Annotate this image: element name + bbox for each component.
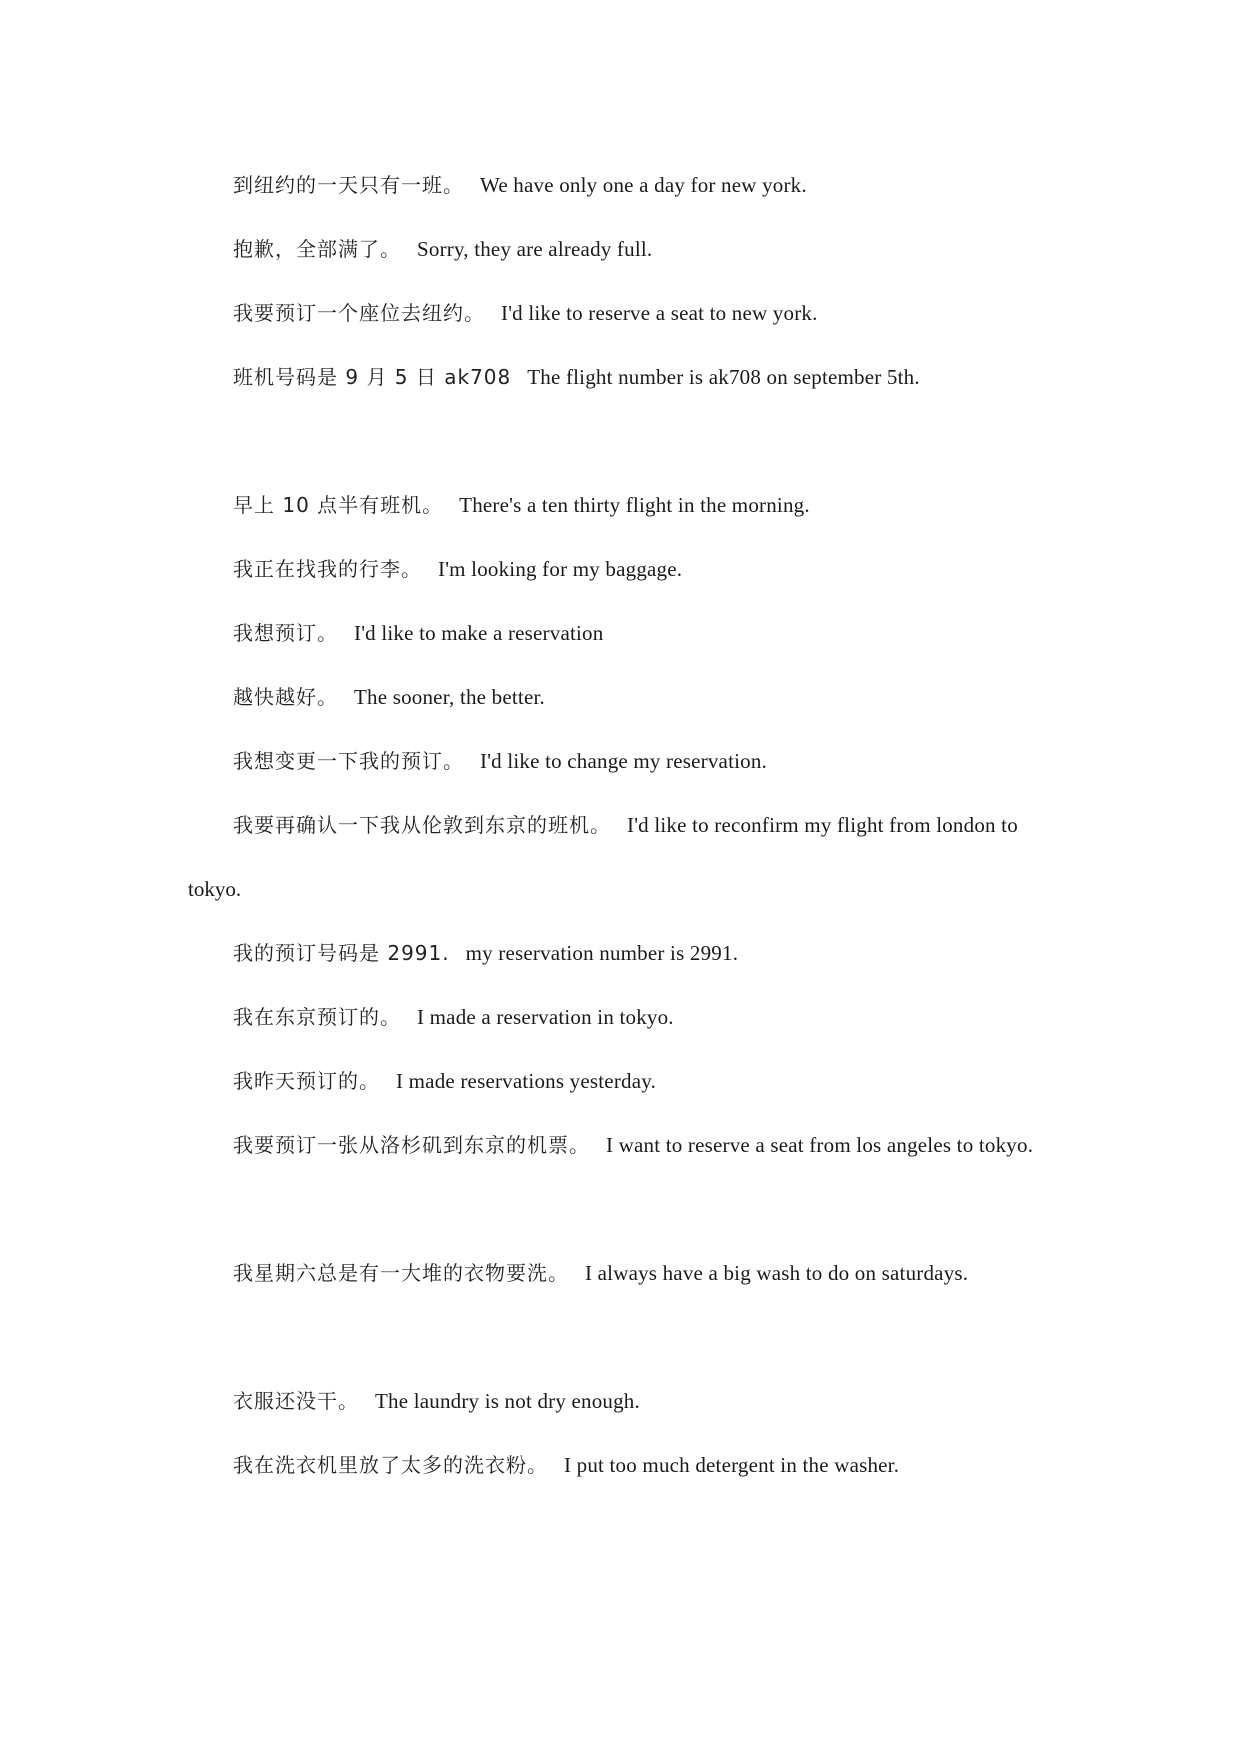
english-text: The flight number is ak708 on september 5th. bbox=[527, 365, 920, 389]
chinese-text: 我在洗衣机里放了太多的洗衣粉。 bbox=[233, 1453, 548, 1477]
english-text: We have only one a day for new york. bbox=[480, 173, 807, 197]
sentence-line bbox=[233, 1068, 656, 1094]
english-text: I made a reservation in tokyo. bbox=[417, 1005, 674, 1029]
chinese-text: 越快越好。 bbox=[233, 685, 338, 709]
sentence-line bbox=[233, 940, 738, 966]
sentence-line bbox=[233, 300, 818, 326]
sentence-line bbox=[233, 1260, 968, 1286]
chinese-text: 班机号码是 9 月 5 日 ak708 bbox=[233, 365, 512, 389]
sentence-line bbox=[233, 364, 920, 390]
chinese-text: 我在东京预订的。 bbox=[233, 1005, 401, 1029]
english-text: The sooner, the better. bbox=[354, 685, 545, 709]
english-text: I'd like to change my reservation. bbox=[480, 749, 767, 773]
chinese-text: 我要预订一张从洛杉矶到东京的机票。 bbox=[233, 1133, 590, 1157]
chinese-text: 早上 10 点半有班机。 bbox=[233, 493, 444, 517]
chinese-text: 衣服还没干。 bbox=[233, 1389, 359, 1413]
sentence-line bbox=[233, 492, 810, 518]
english-text: I'd like to make a reservation bbox=[354, 621, 604, 645]
chinese-text: 我想预订。 bbox=[233, 621, 338, 645]
english-text: I'm looking for my baggage. bbox=[438, 557, 683, 581]
english-text: I want to reserve a seat from los angeles to tokyo. bbox=[606, 1133, 1034, 1157]
english-text: my reservation number is 2991. bbox=[465, 941, 739, 965]
sentence-line bbox=[233, 1452, 899, 1478]
english-text: The laundry is not dry enough. bbox=[375, 1389, 640, 1413]
english-text: I'd like to reconfirm my flight from london to bbox=[627, 813, 1018, 837]
sentence-line bbox=[233, 1004, 674, 1030]
english-text: I always have a big wash to do on saturdays. bbox=[585, 1261, 969, 1285]
chinese-text: 抱歉，全部满了。 bbox=[233, 237, 401, 261]
sentence-line bbox=[233, 1388, 640, 1414]
sentence-line bbox=[233, 1132, 1033, 1158]
english-text: I'd like to reserve a seat to new york. bbox=[501, 301, 818, 325]
english-text: Sorry, they are already full. bbox=[417, 237, 653, 261]
chinese-text: 我的预订号码是 2991. bbox=[233, 941, 450, 965]
sentence-line bbox=[233, 556, 682, 582]
sentence-line bbox=[233, 172, 807, 198]
sentence-continuation: tokyo. bbox=[188, 877, 242, 901]
chinese-text: 我想变更一下我的预订。 bbox=[233, 749, 464, 773]
sentence-line bbox=[233, 620, 603, 646]
english-text: There's a ten thirty flight in the morning. bbox=[459, 493, 810, 517]
chinese-text: 到纽约的一天只有一班。 bbox=[233, 173, 464, 197]
chinese-text: 我要再确认一下我从伦敦到东京的班机。 bbox=[233, 813, 611, 837]
chinese-text: 我要预订一个座位去纽约。 bbox=[233, 301, 485, 325]
chinese-text: 我星期六总是有一大堆的衣物要洗。 bbox=[233, 1261, 569, 1285]
chinese-text: 我昨天预订的。 bbox=[233, 1069, 380, 1093]
english-text: I made reservations yesterday. bbox=[396, 1069, 657, 1093]
english-text: I put too much detergent in the washer. bbox=[564, 1453, 900, 1477]
sentence-line bbox=[233, 684, 545, 710]
sentence-line bbox=[233, 748, 767, 774]
sentence-line bbox=[233, 812, 1018, 838]
chinese-text: 我正在找我的行李。 bbox=[233, 557, 422, 581]
sentence-line bbox=[233, 236, 652, 262]
